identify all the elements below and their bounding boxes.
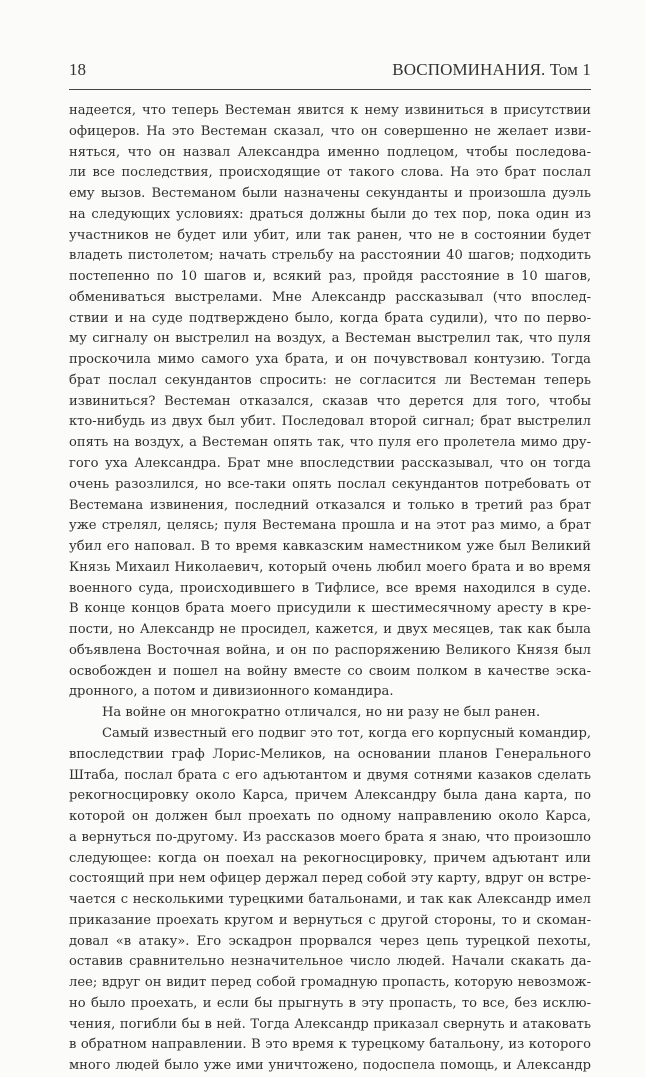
text-line: гого уха Александра. Брат мне впоследствии рассказывал, что он тогда xyxy=(69,456,591,472)
text-line: а вернуться по-другому. Из рассказов моего брата я знаю, что произошло xyxy=(69,829,591,845)
text-line: пости, но Александр не просидел, кажется, и двух месяцев, так как была xyxy=(69,622,591,638)
running-title: ВОСПОМИНАНИЯ. Том 1 xyxy=(392,60,591,79)
text-line: ствии и на суде подтверждено было, когда брата судили), что по перво- xyxy=(69,310,591,326)
text-line: На войне он многократно отличался, но ни разу не был ранен. xyxy=(102,705,541,721)
body-text xyxy=(69,101,591,1077)
text-line: проскочила мимо самого уха брата, и он почувствовал контузию. Тогда xyxy=(69,352,591,368)
text-line: состоящий при нем офицер держал перед собой эту карту, вдруг он встре- xyxy=(69,871,591,887)
text-line: Штаба, послал брата с его адъютантом и двумя сотнями казаков сделать xyxy=(69,767,591,783)
text-line: рекогносцировку около Карса, причем Александру была дана карта, по xyxy=(69,788,591,804)
text-line: убил его наповал. В то время кавказским наместником уже был Великий xyxy=(69,539,591,555)
text-line: приказание проехать кругом и вернуться с другой стороны, то и скоман- xyxy=(69,912,591,928)
text-line: владеть пистолетом; начать стрельбу на расстоянии 40 шагов; подходить xyxy=(69,248,591,264)
text-line: Самый известный его подвиг это тот, когда его корпусный командир, xyxy=(102,725,591,741)
page-number: 18 xyxy=(69,60,86,79)
text-line: извиниться? Вестеман отказался, сказав что дерется для того, чтобы xyxy=(69,393,591,409)
text-line: уже стрелял, целясь; пуля Вестемана прошла и на этот раз мимо, а брат xyxy=(69,518,591,534)
text-line: в обратном направлении. В это время к турецкому батальону, из которого xyxy=(69,1037,591,1053)
text-line: чается с несколькими турецкими батальонами, и так как Александр имел xyxy=(69,892,591,908)
text-line: надеется, что теперь Вестеман явится к нему извиниться в присутствии xyxy=(69,103,591,118)
text-line: ли все последствия, происходящие от такого слова. На это брат послал xyxy=(69,165,591,181)
text-line: оставив сравнительно незначительное число людей. Начали скакать да- xyxy=(69,954,591,970)
text-line: офицеров. На это Вестеман сказал, что он совершенно не желает изви- xyxy=(69,123,591,139)
text-line: участников не будет или убит, или так ранен, что не в состоянии будет xyxy=(69,227,591,243)
text-line: освобожден и пошел на войну вместе со своим полком в качестве эска- xyxy=(69,663,591,679)
text-line: на следующих условиях: драться должны были до тех пор, пока один из xyxy=(69,206,591,222)
text-line: чения, погибли бы в ней. Тогда Александр приказал свернуть и атаковать xyxy=(69,1016,591,1032)
text-line: дронного, а потом и дивизионного командира. xyxy=(69,684,394,700)
text-line: опять на воздух, а Вестеман опять так, что пуля его пролетела мимо дру- xyxy=(69,435,591,451)
text-line: военного суда, происходившего в Тифлисе, все время находился в суде. xyxy=(69,580,591,596)
page-header xyxy=(69,60,591,86)
text-line: няться, что он назвал Александра именно подлецом, чтобы последова- xyxy=(69,144,591,160)
text-line: Князь Михаил Николаевич, который очень любил моего брата и во время xyxy=(69,559,591,575)
text-line: довал «в атаку». Его эскадрон прорвался через цепь турецкой пехоты, xyxy=(69,933,591,949)
text-line: Вестемана извинения, последний отказался и только в третий раз брат xyxy=(69,497,591,513)
text-line: му сигналу он выстрелил на воздух, а Вестеман выстрелил так, что пуля xyxy=(69,331,591,347)
text-line: В конце концов брата моего присудили к шестимесячному аресту в кре- xyxy=(69,601,591,617)
header-rule xyxy=(69,89,591,90)
text-line: обмениваться выстрелами. Мне Александр рассказывал (что впослед- xyxy=(69,289,591,305)
text-line: которой он должен был проехать по одному направлению около Карса, xyxy=(69,809,591,825)
text-line: следующее: когда он поехал на рекогносцировку, причем адъютант или xyxy=(69,850,591,866)
text-line: много людей было уже ими уничтожено, подоспела помощь, и Александр xyxy=(69,1058,591,1074)
text-line: постепенно по 10 шагов и, всякий раз, пройдя расстояние в 10 шагов, xyxy=(69,269,591,285)
text-line: лее; вдруг он видит перед собой громадную пропасть, которую невозмож- xyxy=(69,975,591,991)
text-line: ему вызов. Вестеманом были назначены секунданты и произошла дуэль xyxy=(69,186,591,202)
text-line: брат послал секундантов спросить: не согласится ли Вестеман теперь xyxy=(69,372,591,388)
text-line: впоследствии граф Лорис-Меликов, на основании планов Генерального xyxy=(69,746,591,762)
text-line: но было проехать, и если бы прыгнуть в эту пропасть, то все, без исклю- xyxy=(69,995,591,1011)
text-line: очень разозлился, но все-таки опять послал секундантов потребовать от xyxy=(69,476,591,492)
text-line: объявлена Восточная война, и он по распоряжению Великого Князя был xyxy=(69,642,591,658)
text-line: кто-нибудь из двух был убит. Последовал второй сигнал; брат выстрелил xyxy=(69,414,591,430)
